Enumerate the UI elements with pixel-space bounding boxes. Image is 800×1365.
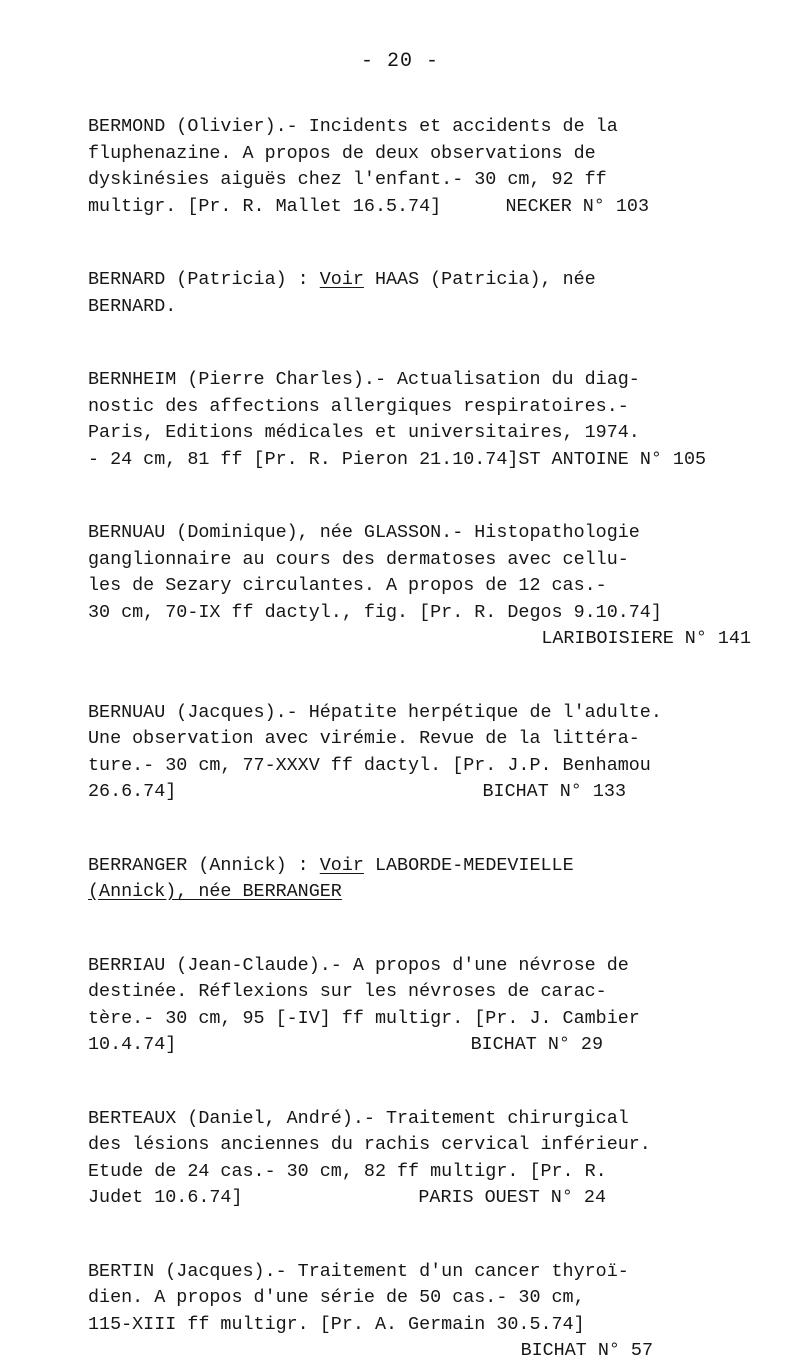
entry-text-line: Une observation avec virémie. Revue de la littéra- [88, 728, 640, 749]
entry-text-line: BERTEAUX (Daniel, André).- Traitement chirurgical [88, 1107, 629, 1129]
entry-heading: BERNARD (Patricia) : [88, 269, 320, 290]
entry-reference: (Annick), née BERRANGER [88, 881, 342, 902]
entry-bernheim [88, 367, 738, 473]
entry-text-line: BERNUAU (Dominique), née GLASSON.- Histopathologie [88, 522, 640, 543]
entry-text-line: - 24 cm, 81 ff [Pr. R. Pieron 21.10.74] [88, 448, 519, 470]
entry-location: BICHAT N° 133 [482, 781, 626, 802]
entry-text-line: 10.4.74] [88, 1034, 177, 1055]
entry-text-line: les de Sezary circulantes. A propos de 12 cas.- [88, 575, 607, 596]
voir-link: Voir [319, 269, 364, 290]
bibliography-entries [88, 114, 751, 1365]
entry-text-line: Etude de 24 cas.- 30 cm, 82 ff multigr. [Pr. R. [88, 1160, 607, 1182]
entry-reference: LABORDE-MEDEVIELLE [363, 854, 574, 876]
entry-text-line: BERRIAU (Jean-Claude).- A propos d'une névrose de [88, 954, 629, 976]
entry-text-line: dien. A propos d'une série de 50 cas.- 30 cm, [88, 1287, 585, 1308]
entry-bernuau-dominique [88, 520, 751, 653]
entry-text-line [88, 879, 738, 906]
entry-text-line: ganglionnaire au cours des dermatoses avec cellu- [88, 548, 629, 570]
entry-text-line: Paris, Editions médicales et universitaires, 1974. [88, 422, 640, 443]
entry-text-line: des lésions anciennes du rachis cervical inférieur. [88, 1134, 651, 1155]
entry-text-line: nostic des affections allergiques respiratoires.- [88, 395, 629, 417]
entry-text-line: BERMOND (Olivier).- Incidents et accidents de la [88, 116, 618, 137]
entry-text-line: 30 cm, 70-IX ff dactyl., fig. [Pr. R. Degos 9.10.74] [88, 601, 662, 623]
entry-location: BICHAT N° 29 [470, 1034, 603, 1055]
entry-text-line: BERNHEIM (Pierre Charles).- Actualisation du diag- [88, 369, 640, 390]
entry-location: BICHAT N° 57 [520, 1340, 653, 1361]
entry-text-line: dyskinésies aiguës chez l'enfant.- 30 cm, 92 ff [88, 169, 607, 190]
entry-location: LARIBOISIERE N° 141 [541, 628, 751, 649]
entry-location: PARIS OUEST N° 24 [418, 1187, 606, 1208]
entry-bernuau-jacques [88, 700, 738, 806]
entry-text-line: destinée. Réflexions sur les névroses de carac- [88, 981, 607, 1002]
entry-text-line: Judet 10.6.74] [88, 1187, 243, 1208]
entry-text-line: fluphenazine. A propos de deux observations de [88, 142, 596, 164]
entry-bertin [88, 1259, 738, 1365]
entry-text-line: BERNUAU (Jacques).- Hépatite herpétique de l'adulte. [88, 701, 662, 723]
entry-text-line: BERTIN (Jacques).- Traitement d'un cancer thyroï- [88, 1260, 629, 1282]
entry-berteaux [88, 1106, 738, 1212]
entry-bernard [88, 267, 738, 320]
entry-bermond [88, 114, 738, 220]
entry-text-line: 115-XIII ff multigr. [Pr. A. Germain 30.5.74] [88, 1313, 585, 1335]
voir-link: Voir [319, 854, 364, 876]
entry-location: ST ANTOINE N° 105 [518, 448, 707, 470]
entry-text-line: multigr. [Pr. R. Mallet 16.5.74] [88, 195, 442, 217]
entry-location: NECKER N° 103 [505, 195, 649, 217]
entry-heading: BERRANGER (Annick) : [88, 854, 320, 876]
entry-text-line [88, 267, 738, 294]
entry-text-line: 26.6.74] [88, 781, 177, 802]
entry-text-line: tère.- 30 cm, 95 [-IV] ff multigr. [Pr. J. Cambier [88, 1007, 640, 1029]
entry-berriau [88, 953, 738, 1059]
entry-text-line: BERNARD. [88, 295, 177, 317]
entry-reference: HAAS (Patricia), née [363, 269, 596, 290]
entry-berranger [88, 853, 738, 906]
page-number: - 20 - [360, 50, 439, 73]
entry-text-line: ture.- 30 cm, 77-XXXV ff dactyl. [Pr. J.P. Benhamou [88, 754, 651, 776]
entry-text-line [88, 853, 738, 880]
